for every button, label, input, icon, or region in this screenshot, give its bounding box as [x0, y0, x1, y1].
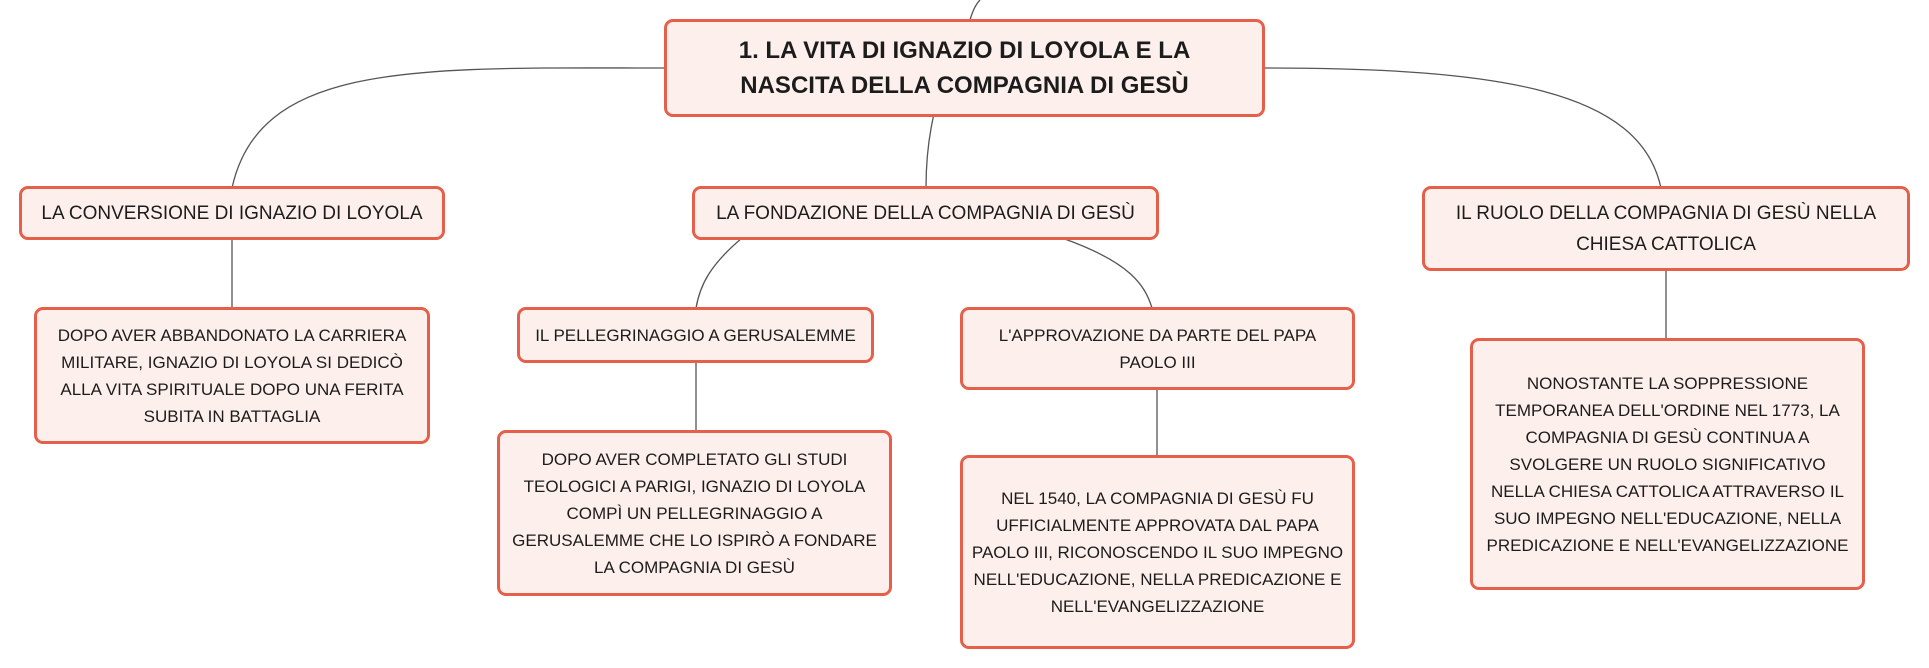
root-title: 1. LA VITA DI IGNAZIO DI LOYOLA E LA NASCITA DELLA COMPAGNIA DI GESÙ: [738, 37, 1191, 99]
detail-ruolo-text: NONOSTANTE LA SOPPRESSIONE TEMPORANEA DELL'ORDINE NEL 1773, LA COMPAGNIA DI GESÙ CONTINUA A SVOLGERE UN RUOLO SIGNIFICATIVO NELLA CHIESA CATTOLICA ATTRAVERSO IL SUO IMPEGNO NELL'EDUCAZIONE, NELLA PREDICAZIONE E NELL'EVANGELIZZAZIONE: [1486, 373, 1849, 555]
root-node[interactable]: [664, 19, 1265, 117]
connector-root-to-fondazione: [926, 114, 934, 188]
topic-ruolo-label: IL RUOLO DELLA COMPAGNIA DI GESÙ NELLA CHIESA CATTOLICA: [1455, 202, 1877, 255]
subtopic-pellegrinaggio-label: IL PELLEGRINAGGIO A GERUSALEMME: [535, 325, 856, 345]
connector-from-above: [970, 0, 980, 20]
subtopic-approvazione-label: L'APPROVAZIONE DA PARTE DEL PAPA PAOLO III: [998, 325, 1317, 372]
topic-conversione[interactable]: [19, 186, 445, 240]
connector-root-to-conversione: [232, 68, 664, 188]
detail-pellegrinaggio-text: DOPO AVER COMPLETATO GLI STUDI TEOLOGICI A PARIGI, IGNAZIO DI LOYOLA COMPÌ UN PELLEGRINAGGIO A GERUSALEMME CHE LO ISPIRÒ A FONDARE LA COMPAGNIA DI GESÙ: [512, 449, 877, 577]
detail-approvazione[interactable]: [960, 455, 1355, 649]
detail-approvazione-text: NEL 1540, LA COMPAGNIA DI GESÙ FU UFFICIALMENTE APPROVATA DAL PAPA PAOLO III, RICONOSCENDO IL SUO IMPEGNO NELL'EDUCAZIONE, NELLA PREDICAZIONE E NELL'EVANGELIZZAZIONE: [971, 488, 1344, 616]
subtopic-approvazione[interactable]: [960, 307, 1355, 390]
detail-conversione[interactable]: [34, 307, 430, 444]
subtopic-pellegrinaggio[interactable]: [517, 307, 874, 363]
topic-fondazione-label: LA FONDAZIONE DELLA COMPAGNIA DI GESÙ: [716, 202, 1135, 224]
detail-conversione-text: DOPO AVER ABBANDONATO LA CARRIERA MILITARE, IGNAZIO DI LOYOLA SI DEDICÒ ALLA VITA SPIRITUALE DOPO UNA FERITA SUBITA IN BATTAGLIA: [57, 325, 407, 426]
topic-ruolo[interactable]: [1422, 186, 1910, 271]
topic-conversione-label: LA CONVERSIONE DI IGNAZIO DI LOYOLA: [41, 202, 423, 224]
connector-root-to-ruolo: [1265, 68, 1661, 188]
detail-pellegrinaggio[interactable]: [497, 430, 892, 596]
topic-fondazione[interactable]: [692, 186, 1159, 240]
connector-fondazione-to-pellegrinaggio: [696, 238, 742, 308]
connector-fondazione-to-approvazione: [1062, 238, 1152, 308]
detail-ruolo[interactable]: [1470, 338, 1865, 590]
